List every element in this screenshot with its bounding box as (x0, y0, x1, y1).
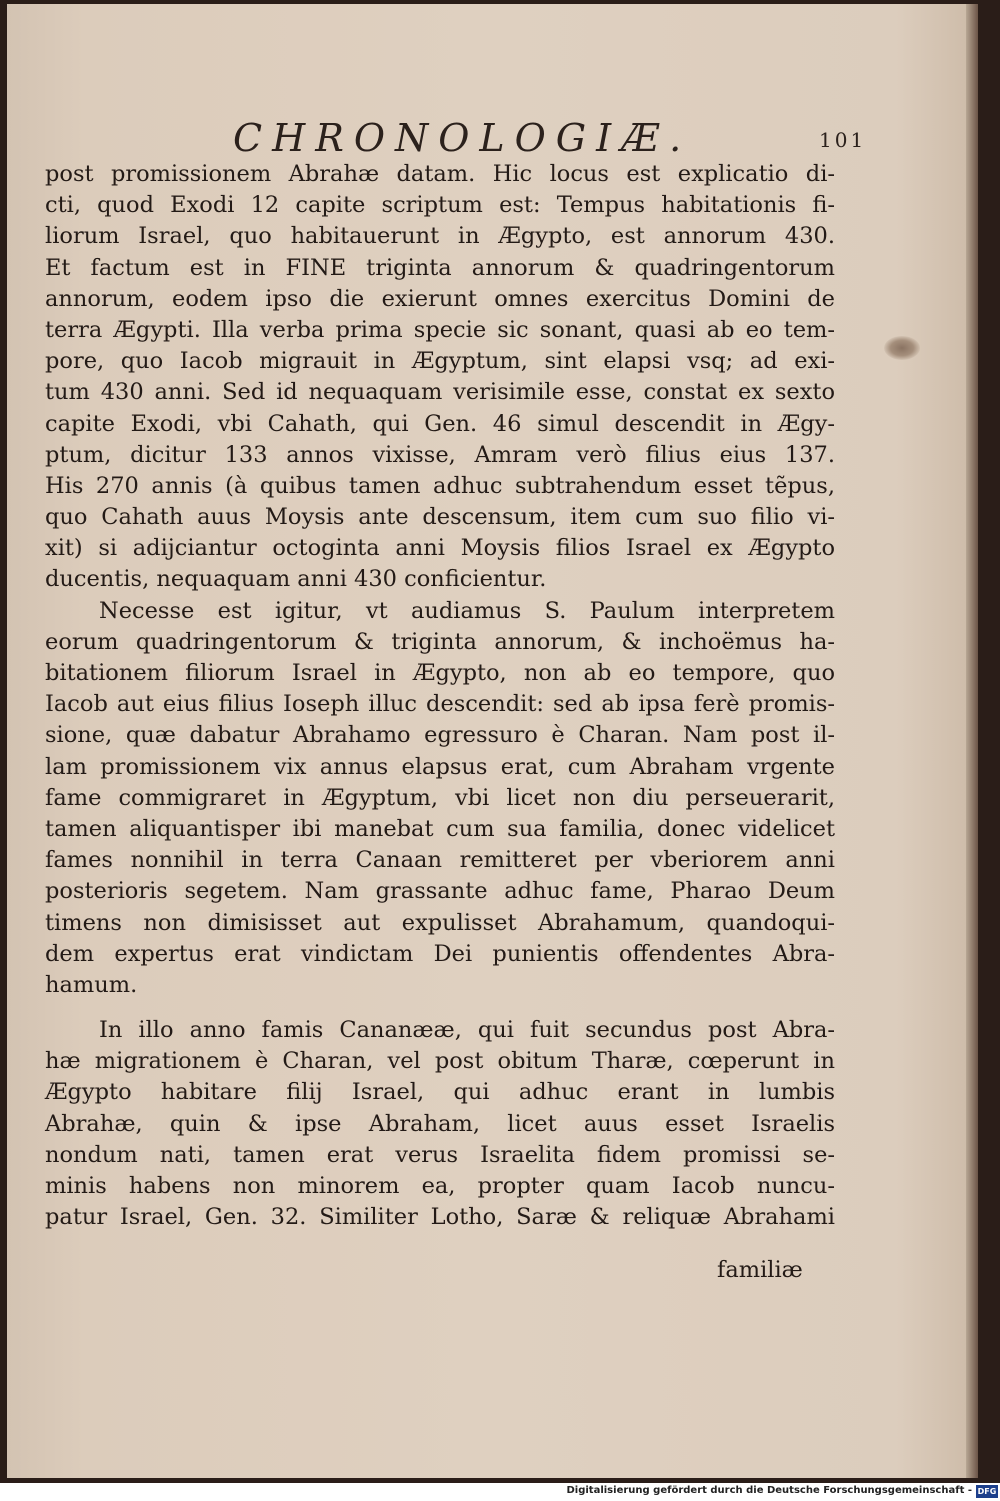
text-line: capite Exodi, vbi Cahath, qui Gen. 46 simul descendit in Ægy- (45, 410, 835, 437)
running-title: CHRONOLOGIÆ. (233, 116, 692, 160)
text-line: post promissionem Abrahæ datam. Hic locus est explicatio di- (45, 161, 835, 187)
paragraph-start-line: In illo anno famis Cananææ, qui fuit secundus post Abra- (99, 1017, 835, 1044)
text-line: bitationem filiorum Israel in Ægypto, non ab eo tempore, quo (45, 660, 835, 686)
text-line: patur Israel, Gen. 32. Similiter Lotho, Saræ & reliquæ Abrahami (45, 1204, 835, 1231)
running-head (7, 116, 974, 160)
body-text (45, 159, 835, 1233)
text-line: posterioris segetem. Nam grassante adhuc fame, Pharao Deum (45, 878, 835, 905)
book-page (7, 4, 974, 1478)
dfg-logo: DFG (977, 1487, 997, 1496)
text-line: xit) si adijciantur octoginta anni Moysis filios Israel ex Ægypto (45, 535, 835, 562)
text-line: His 270 annis (à quibus tamen adhuc subtrahendum esset tẽpus, (45, 472, 835, 499)
text-line: ptum, dicitur 133 annos vixisse, Amram verò filius eius 137. (45, 441, 835, 468)
catchword: familiæ (717, 1257, 803, 1283)
text-line: tamen aliquantisper ibi manebat cum sua familia, donec videlicet (45, 815, 835, 842)
text-line: terra Ægypti. Illa verba prima specie sic sonant, quasi ab eo tem- (45, 316, 835, 343)
paragraph-gap (45, 1001, 835, 1015)
footer-bar (0, 1483, 1000, 1501)
text-line: quo Cahath auus Moysis ante descensum, item cum suo filio vi- (45, 504, 835, 531)
text-line: timens non dimisisset aut expulisset Abrahamum, quandoqui- (45, 909, 835, 936)
text-line: Iacob aut eius filius Ioseph illuc descendit: sed ab ipsa ferè promis- (45, 691, 835, 718)
text-line: nondum nati, tamen erat verus Israelita fidem promissi se- (45, 1141, 835, 1168)
text-line: minis habens non minorem ea, propter quam Iacob nuncu- (45, 1173, 835, 1199)
text-line: liorum Israel, quo habitauerunt in Ægypto, est annorum 430. (45, 223, 835, 250)
text-line: ducentis, nequaquam anni 430 conficientur. (45, 566, 547, 593)
text-line: cti, quod Exodi 12 capite scriptum est: Tempus habitationis fi- (45, 192, 835, 219)
text-line: hamum. (45, 971, 138, 998)
text-line: eorum quadringentorum & triginta annorum, & inchoëmus ha- (45, 628, 835, 655)
text-line: pore, quo Iacob migrauit in Ægyptum, sint elapsi vsq; ad exi- (45, 348, 835, 375)
text-line: tum 430 anni. Sed id nequaquam verisimile esse, constat ex sexto (45, 379, 835, 406)
text-line: hæ migrationem è Charan, vel post obitum Tharæ, cœperunt in (45, 1048, 835, 1075)
page-edge (966, 4, 978, 1478)
page-number: 101 (819, 128, 867, 152)
funding-credit: Digitalisierung gefördert durch die Deutsche Forschungsgemeinschaft - (566, 1485, 972, 1496)
text-line: fames nonnihil in terra Canaan remitteret per vberiorem anni (45, 847, 835, 874)
text-line: fame commigraret in Ægyptum, vbi licet non diu perseuerarit, (45, 784, 835, 811)
text-line: lam promissionem vix annus elapsus erat, cum Abraham vrgente (45, 753, 835, 780)
paragraph-start-line: Necesse est igitur, vt audiamus S. Paulum interpretem (99, 597, 835, 624)
ink-blot (884, 336, 920, 360)
text-line: Et factum est in FINE triginta annorum & quadringentorum (45, 254, 835, 281)
text-line: Ægypto habitare filij Israel, qui adhuc erant in lumbis (45, 1079, 835, 1106)
text-line: annorum, eodem ipso die exierunt omnes exercitus Domini de (45, 285, 835, 312)
text-line: Abrahæ, quin & ipse Abraham, licet auus esset Israelis (45, 1110, 835, 1137)
text-line: dem expertus erat vindictam Dei punientis offendentes Abra- (45, 940, 835, 967)
text-line: sione, quæ dabatur Abrahamo egressuro è Charan. Nam post il- (45, 722, 835, 749)
